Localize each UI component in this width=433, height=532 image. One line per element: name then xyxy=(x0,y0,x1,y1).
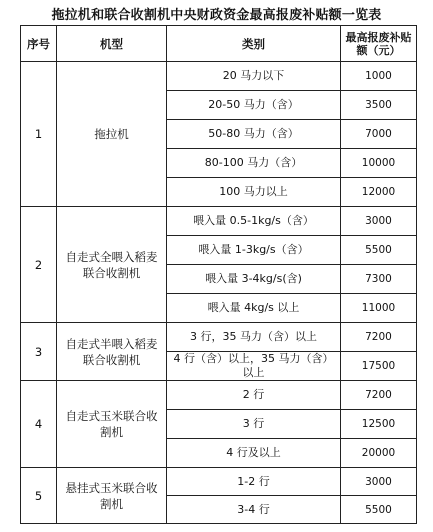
header-no: 序号 xyxy=(21,26,57,62)
amount-cell: 12000 xyxy=(341,178,417,207)
amount-cell: 3000 xyxy=(341,207,417,236)
row-number: 3 xyxy=(21,323,57,381)
machine-model: 自走式全喂入稻麦联合收割机 xyxy=(57,207,167,323)
table-row xyxy=(21,381,417,410)
amount-cell: 11000 xyxy=(341,294,417,323)
machine-model: 悬挂式玉米联合收割机 xyxy=(57,468,167,524)
category-cell: 20-50 马力（含） xyxy=(167,91,341,120)
amount-cell: 3000 xyxy=(341,468,417,496)
category-cell: 4 行（含）以上，35 马力（含）以上 xyxy=(167,352,341,381)
category-cell: 20 马力以下 xyxy=(167,62,341,91)
category-cell: 3-4 行 xyxy=(167,496,341,524)
header-amount: 最高报废补贴额（元） xyxy=(341,26,417,62)
category-cell: 80-100 马力（含） xyxy=(167,149,341,178)
subsidy-table xyxy=(20,25,417,524)
amount-cell: 7200 xyxy=(341,323,417,352)
category-cell: 1-2 行 xyxy=(167,468,341,496)
amount-cell: 17500 xyxy=(341,352,417,381)
amount-cell: 1000 xyxy=(341,62,417,91)
machine-model: 自走式玉米联合收割机 xyxy=(57,381,167,468)
category-cell: 喂入量 1-3kg/s（含） xyxy=(167,236,341,265)
row-number: 5 xyxy=(21,468,57,524)
category-cell: 喂入量 0.5-1kg/s（含） xyxy=(167,207,341,236)
amount-cell: 3500 xyxy=(341,91,417,120)
amount-cell: 5500 xyxy=(341,236,417,265)
machine-model: 自走式半喂入稻麦联合收割机 xyxy=(57,323,167,381)
header-category: 类别 xyxy=(167,26,341,62)
header-model: 机型 xyxy=(57,26,167,62)
amount-cell: 10000 xyxy=(341,149,417,178)
row-number: 4 xyxy=(21,381,57,468)
category-cell: 喂入量 3-4kg/s(含) xyxy=(167,265,341,294)
amount-cell: 12500 xyxy=(341,410,417,439)
category-cell: 4 行及以上 xyxy=(167,439,341,468)
category-cell: 2 行 xyxy=(167,381,341,410)
category-cell: 100 马力以上 xyxy=(167,178,341,207)
table-header-row xyxy=(21,26,417,62)
category-cell: 3 行 xyxy=(167,410,341,439)
machine-model: 拖拉机 xyxy=(57,62,167,207)
row-number: 2 xyxy=(21,207,57,323)
amount-cell: 20000 xyxy=(341,439,417,468)
table-body xyxy=(21,62,417,524)
table-row xyxy=(21,468,417,496)
amount-cell: 7000 xyxy=(341,120,417,149)
category-cell: 喂入量 4kg/s 以上 xyxy=(167,294,341,323)
category-cell: 3 行，35 马力（含）以上 xyxy=(167,323,341,352)
row-number: 1 xyxy=(21,62,57,207)
table-row xyxy=(21,323,417,352)
table-row xyxy=(21,62,417,91)
category-cell: 50-80 马力（含） xyxy=(167,120,341,149)
amount-cell: 7300 xyxy=(341,265,417,294)
table-row xyxy=(21,207,417,236)
page-title: 拖拉机和联合收割机中央财政资金最高报废补贴额一览表 xyxy=(51,8,382,23)
amount-cell: 7200 xyxy=(341,381,417,410)
amount-cell: 5500 xyxy=(341,496,417,524)
